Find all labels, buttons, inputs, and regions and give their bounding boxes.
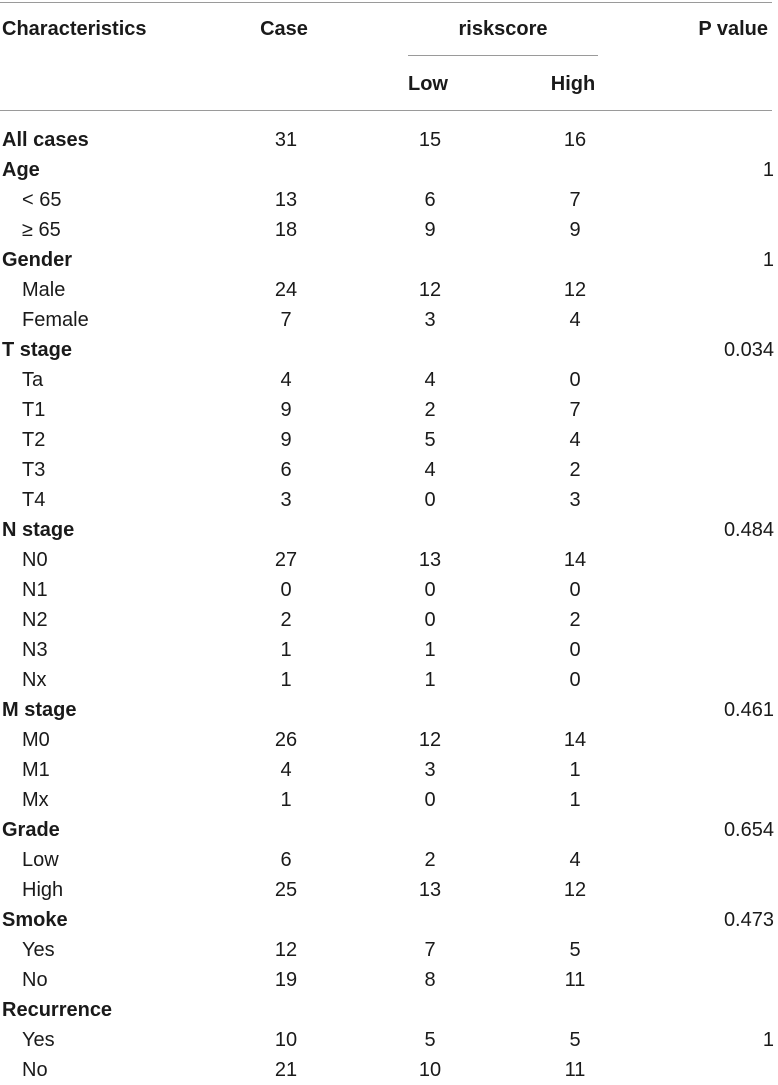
cell-case: 6	[280, 459, 292, 481]
cell-p-value	[630, 635, 778, 665]
cell-high: 9	[569, 219, 581, 241]
table-row	[0, 215, 778, 245]
table-group-row	[0, 245, 778, 275]
cell-p-value	[630, 275, 778, 305]
table-group-row	[0, 125, 778, 155]
table-row	[0, 755, 778, 785]
cell-case: 25	[274, 879, 298, 901]
table-row	[0, 545, 778, 575]
cell-characteristic: T stage	[2, 339, 73, 361]
cell-high: 1	[569, 789, 581, 811]
cell-case: 18	[274, 219, 298, 241]
cell-low: 13	[418, 879, 442, 901]
cell-case: 9	[280, 399, 292, 421]
cell-high: 12	[563, 879, 587, 901]
cell-p-value: 1	[762, 1029, 774, 1051]
table-row	[0, 845, 778, 875]
cell-characteristic: T1	[22, 399, 46, 421]
table-group-row	[0, 905, 778, 935]
cell-low: 12	[418, 279, 442, 301]
table-row	[0, 635, 778, 665]
cell-high: 4	[569, 849, 581, 871]
cell-high	[520, 815, 630, 845]
cell-characteristic: N0	[22, 549, 48, 571]
cell-characteristic: N2	[22, 609, 48, 631]
cell-p-value	[630, 995, 778, 1025]
cell-characteristic: T4	[22, 489, 46, 511]
cell-case: 12	[274, 939, 298, 961]
cell-high	[520, 245, 630, 275]
cell-case: 31	[274, 129, 298, 151]
cell-case: 24	[274, 279, 298, 301]
cell-case: 0	[280, 579, 292, 601]
table-row	[0, 875, 778, 905]
table-row	[0, 575, 778, 605]
cell-high: 2	[569, 609, 581, 631]
cell-p-value	[630, 305, 778, 335]
cell-case	[232, 515, 340, 545]
cell-characteristic: N3	[22, 639, 48, 661]
cell-high: 5	[569, 939, 581, 961]
table-row	[0, 365, 778, 395]
cell-high: 4	[569, 429, 581, 451]
cell-low: 6	[424, 189, 436, 211]
table-row	[0, 455, 778, 485]
cell-low	[340, 245, 520, 275]
cell-low	[340, 155, 520, 185]
cell-case: 3	[280, 489, 292, 511]
cell-p-value	[630, 845, 778, 875]
cell-high: 12	[563, 279, 587, 301]
cell-low: 0	[424, 609, 436, 631]
cell-characteristic: T3	[22, 459, 46, 481]
cell-low: 0	[424, 579, 436, 601]
cell-low: 7	[424, 939, 436, 961]
cell-high: 3	[569, 489, 581, 511]
cell-characteristic: Grade	[2, 819, 60, 841]
cell-p-value	[630, 545, 778, 575]
table-row	[0, 605, 778, 635]
cell-characteristic: High	[22, 879, 64, 901]
header-characteristics: Characteristics	[2, 18, 147, 40]
cell-low: 0	[424, 489, 436, 511]
cell-p-value	[630, 725, 778, 755]
cell-high: 11	[564, 1059, 586, 1081]
cell-case: 4	[280, 369, 292, 391]
table-group-row	[0, 515, 778, 545]
cell-high	[520, 155, 630, 185]
header-low: Low	[408, 73, 448, 95]
cell-case: 7	[280, 309, 292, 331]
cell-low: 4	[424, 369, 436, 391]
cell-high: 0	[569, 669, 581, 691]
cell-p-value	[630, 395, 778, 425]
table-row	[0, 485, 778, 515]
cell-characteristic: Gender	[2, 249, 73, 271]
cell-p-value: 1	[762, 159, 774, 181]
cell-high: 1	[569, 759, 581, 781]
cell-high: 14	[563, 549, 587, 571]
cell-high	[520, 695, 630, 725]
cell-p-value: 0.654	[723, 819, 774, 841]
cell-low: 12	[418, 729, 442, 751]
cell-low: 0	[424, 789, 436, 811]
cell-p-value	[630, 785, 778, 815]
cell-case: 1	[280, 789, 292, 811]
top-rule	[0, 2, 772, 3]
cell-characteristic: No	[22, 969, 48, 991]
cell-case	[232, 815, 340, 845]
cell-characteristic: M1	[22, 759, 50, 781]
table-group-row	[0, 695, 778, 725]
table-row	[0, 785, 778, 815]
cell-characteristic: Ta	[22, 369, 44, 391]
cell-low: 2	[424, 849, 436, 871]
cell-characteristic: Male	[22, 279, 66, 301]
cell-p-value	[630, 875, 778, 905]
cell-p-value	[630, 185, 778, 215]
table-row	[0, 425, 778, 455]
cell-case	[232, 155, 340, 185]
cell-characteristic: M0	[22, 729, 50, 751]
cell-high	[520, 995, 630, 1025]
cell-characteristic: Nx	[22, 669, 47, 691]
cell-low: 1	[424, 639, 436, 661]
table-row	[0, 935, 778, 965]
header-riskscore: riskscore	[458, 18, 548, 40]
table-group-row	[0, 995, 778, 1025]
table-group-row	[0, 815, 778, 845]
cell-case: 19	[274, 969, 298, 991]
cell-p-value	[630, 665, 778, 695]
cell-case	[232, 695, 340, 725]
cell-low	[340, 695, 520, 725]
cell-high: 0	[569, 639, 581, 661]
cell-high: 4	[569, 309, 581, 331]
cell-characteristic: M stage	[2, 699, 77, 721]
cell-low	[340, 905, 520, 935]
cell-p-value: 0.461	[723, 699, 774, 721]
cell-p-value: 1	[762, 249, 774, 271]
cell-characteristic: < 65	[22, 189, 62, 211]
cell-p-value	[630, 125, 778, 155]
cell-case: 1	[280, 639, 292, 661]
cell-high: 14	[563, 729, 587, 751]
table-row	[0, 965, 778, 995]
cell-characteristic: T2	[22, 429, 46, 451]
cell-p-value	[630, 365, 778, 395]
cell-characteristic: Smoke	[2, 909, 68, 931]
cell-low: 5	[424, 429, 436, 451]
cell-p-value: 0.484	[723, 519, 774, 541]
cell-characteristic: No	[22, 1059, 48, 1081]
cell-case: 10	[274, 1029, 298, 1051]
header-high: High	[550, 73, 596, 95]
cell-characteristic: All cases	[2, 129, 89, 151]
cell-characteristic: Low	[22, 849, 59, 871]
cell-characteristic: ≥ 65	[22, 219, 61, 241]
cell-low: 9	[424, 219, 436, 241]
cell-case: 2	[280, 609, 292, 631]
cell-low: 10	[418, 1059, 442, 1081]
cell-high: 0	[569, 579, 581, 601]
cell-p-value	[630, 575, 778, 605]
cell-high	[520, 335, 630, 365]
table-row	[0, 275, 778, 305]
cell-high	[520, 515, 630, 545]
cell-low	[340, 335, 520, 365]
cell-case	[232, 335, 340, 365]
table-row	[0, 305, 778, 335]
cell-p-value	[630, 455, 778, 485]
cell-p-value: 0.034	[723, 339, 774, 361]
cell-low: 4	[424, 459, 436, 481]
table-row	[0, 1055, 778, 1085]
table-row	[0, 185, 778, 215]
cell-high	[520, 905, 630, 935]
cell-case: 6	[280, 849, 292, 871]
cell-p-value	[630, 965, 778, 995]
cell-case: 13	[274, 189, 298, 211]
table-row	[0, 725, 778, 755]
table-row	[0, 1025, 778, 1055]
table-group-row	[0, 335, 778, 365]
cell-high: 5	[569, 1029, 581, 1051]
cell-p-value	[630, 605, 778, 635]
cell-high: 16	[563, 129, 587, 151]
cell-low	[340, 815, 520, 845]
cell-characteristic: Female	[22, 309, 89, 331]
riskscore-rule	[408, 55, 598, 56]
cell-case: 4	[280, 759, 292, 781]
header-case: Case	[260, 18, 308, 40]
table-row	[0, 665, 778, 695]
cell-low	[340, 515, 520, 545]
cell-p-value	[630, 755, 778, 785]
cell-p-value	[630, 215, 778, 245]
table-row	[0, 395, 778, 425]
cell-characteristic: Mx	[22, 789, 49, 811]
cell-case: 21	[274, 1059, 298, 1081]
cell-p-value: 0.473	[723, 909, 774, 931]
cell-case: 27	[274, 549, 298, 571]
cell-case	[232, 905, 340, 935]
cell-characteristic: Age	[2, 159, 40, 181]
cell-low: 2	[424, 399, 436, 421]
cell-high: 7	[569, 399, 581, 421]
cell-p-value	[630, 485, 778, 515]
header-p-value: P value	[698, 18, 768, 40]
cell-high: 11	[564, 969, 586, 991]
cell-low: 1	[424, 669, 436, 691]
cell-p-value	[630, 1055, 778, 1085]
cell-characteristic: N1	[22, 579, 48, 601]
cell-p-value	[630, 425, 778, 455]
cell-low	[340, 995, 520, 1025]
cell-high: 2	[569, 459, 581, 481]
cell-case: 26	[274, 729, 298, 751]
data-table	[0, 125, 778, 1085]
cell-characteristic: Yes	[22, 1029, 55, 1051]
cell-case: 9	[280, 429, 292, 451]
cell-low: 13	[418, 549, 442, 571]
cell-case	[232, 995, 340, 1025]
cell-characteristic: N stage	[2, 519, 75, 541]
cell-high: 7	[569, 189, 581, 211]
cell-p-value	[630, 935, 778, 965]
cell-low: 3	[424, 759, 436, 781]
cell-high: 0	[569, 369, 581, 391]
cell-case	[232, 245, 340, 275]
cell-characteristic: Recurrence	[2, 999, 113, 1021]
table-group-row	[0, 155, 778, 185]
cell-low: 15	[418, 129, 442, 151]
cell-case: 1	[280, 669, 292, 691]
cell-characteristic: Yes	[22, 939, 55, 961]
cell-low: 3	[424, 309, 436, 331]
cell-low: 8	[424, 969, 436, 991]
cell-low: 5	[424, 1029, 436, 1051]
header-bottom-rule	[0, 110, 772, 111]
